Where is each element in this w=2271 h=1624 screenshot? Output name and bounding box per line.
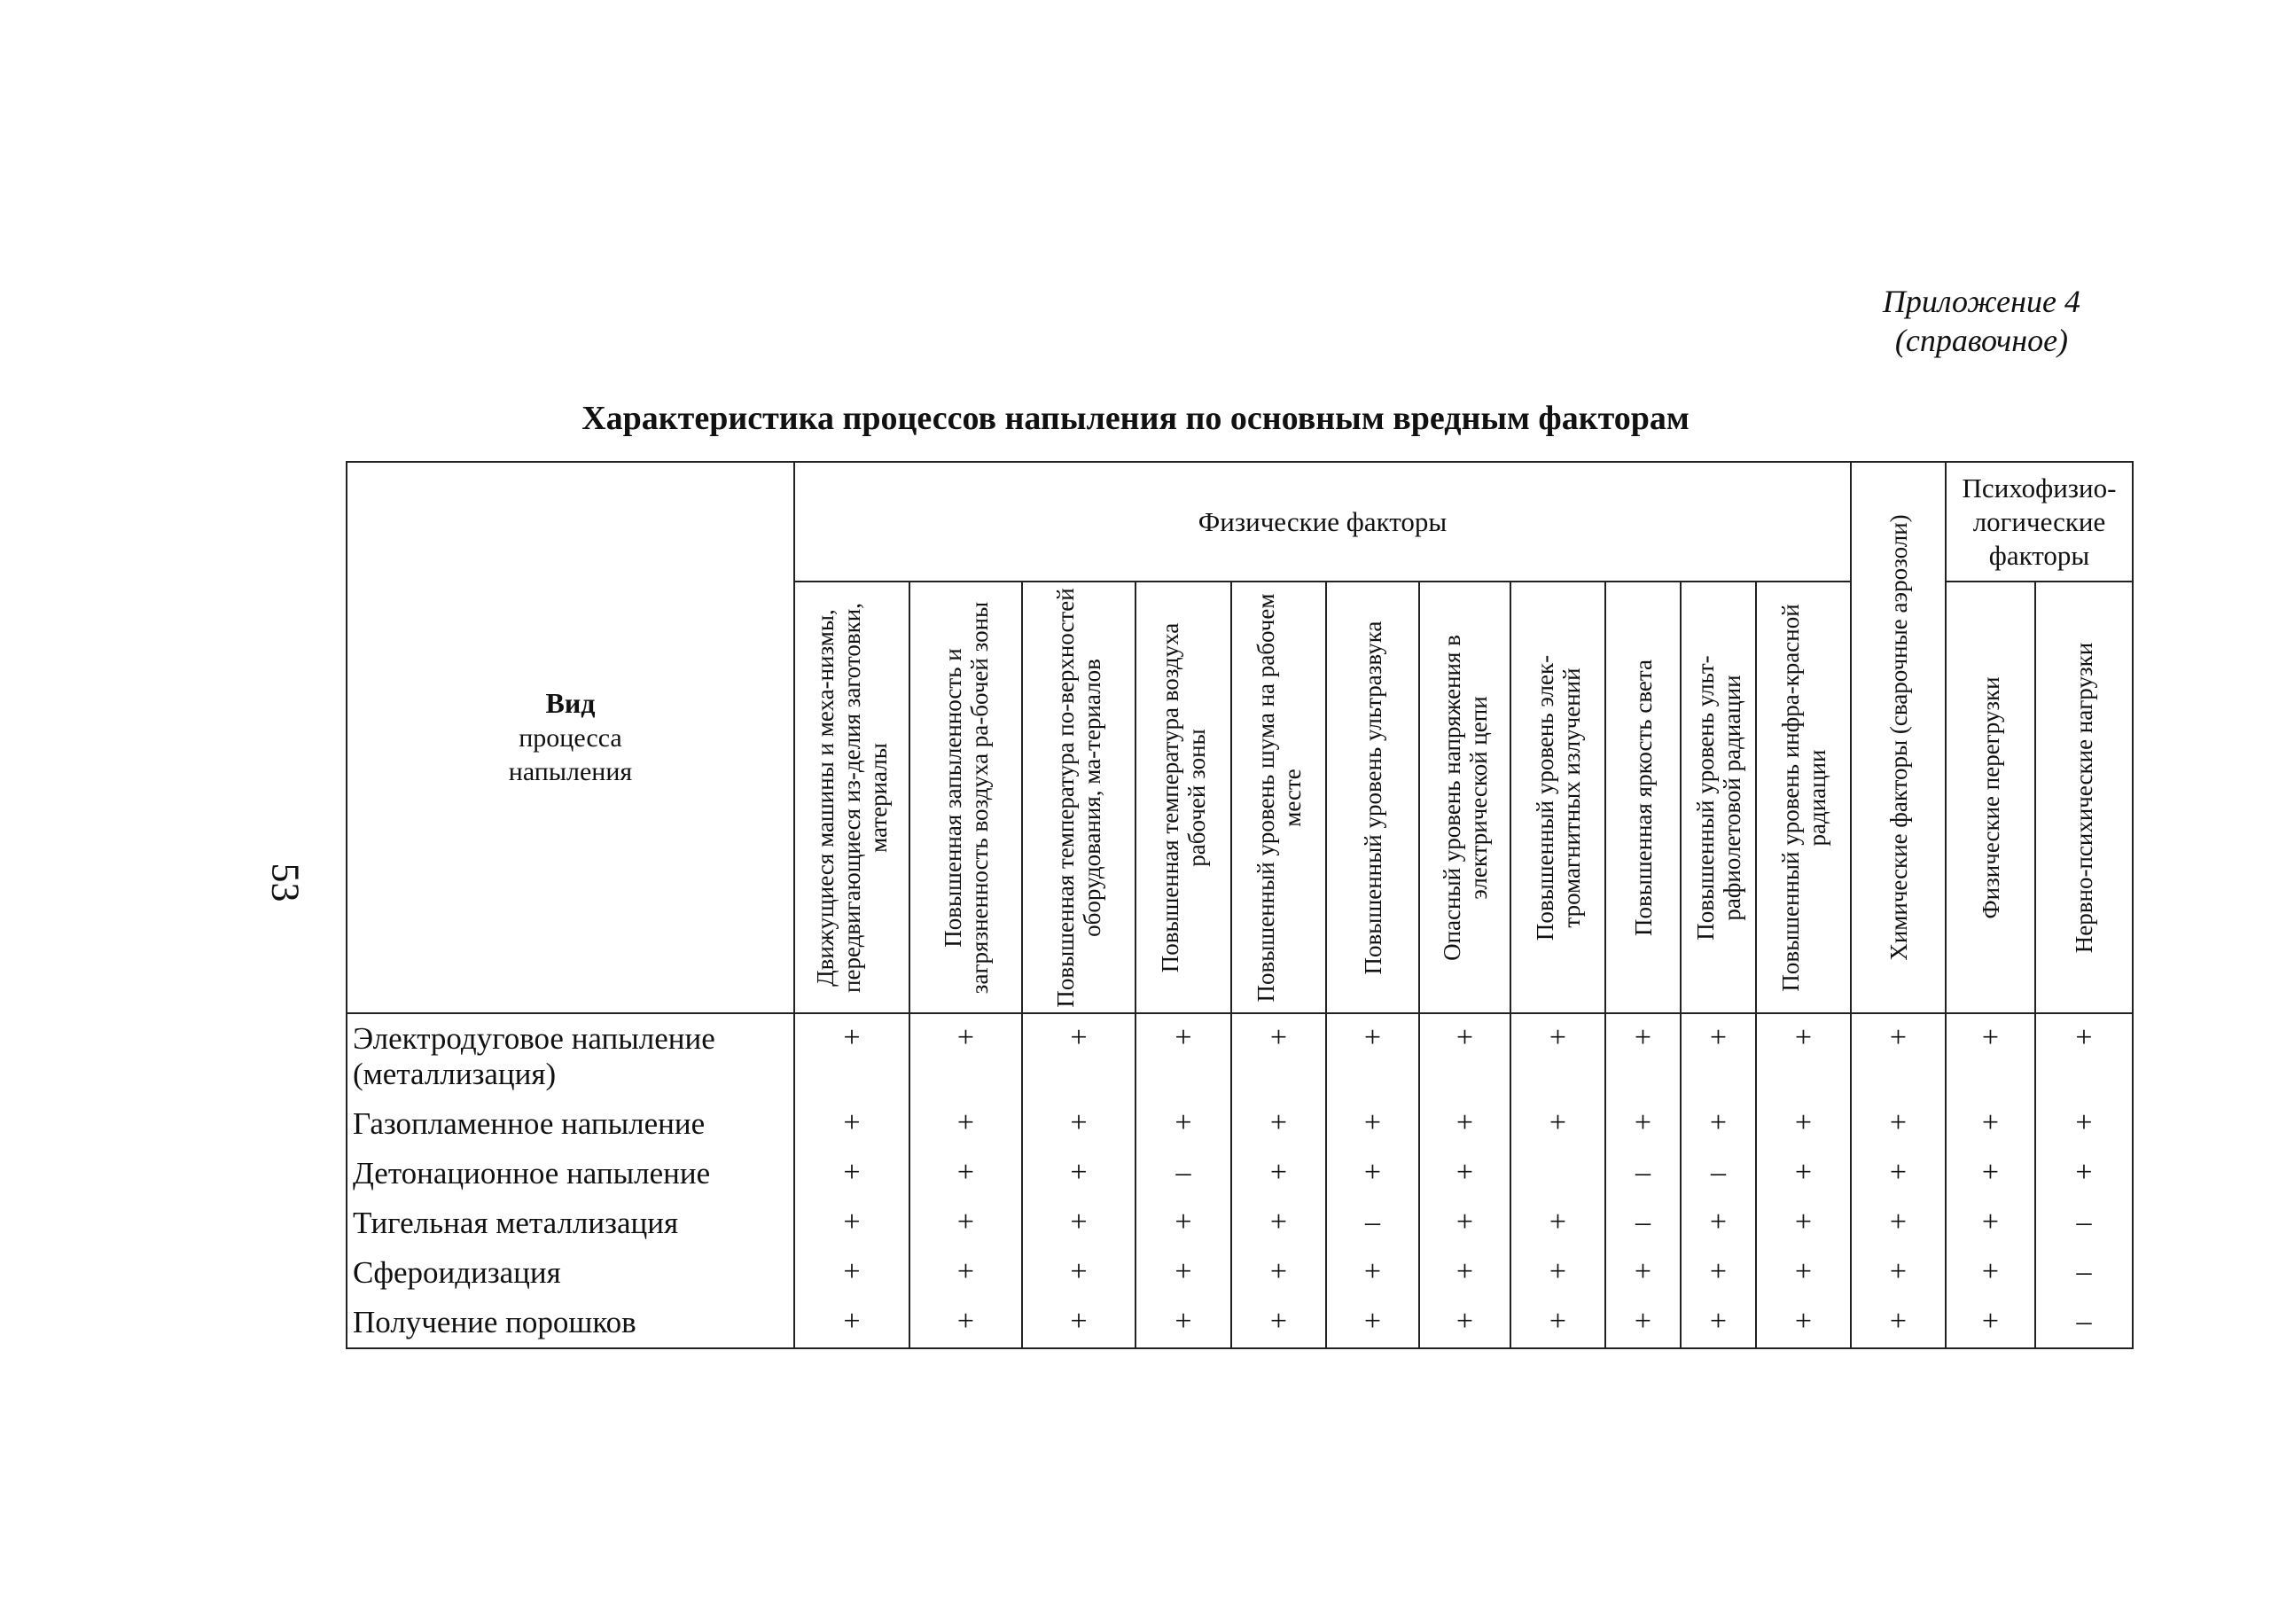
mark-cell: – [2035, 1198, 2133, 1248]
mark-cell: + [794, 1298, 909, 1348]
process-name: Получение порошков [347, 1298, 794, 1348]
mark-cell: + [1231, 1013, 1326, 1099]
mark-cell: + [1851, 1149, 1946, 1198]
mark-cell: + [1946, 1248, 2035, 1298]
column-header [794, 582, 909, 1013]
mark-cell: + [1022, 1013, 1136, 1099]
mark-cell: + [1681, 1099, 1756, 1149]
mark-cell: + [1756, 1149, 1851, 1198]
appendix-label [1883, 282, 2080, 360]
mark-cell: + [909, 1248, 1022, 1298]
mark-cell [1510, 1149, 1605, 1198]
mark-cell: + [1756, 1198, 1851, 1248]
mark-cell: + [1851, 1248, 1946, 1298]
column-header-label: Повышенная температура по-верхностей оборудования, ма-териалов [1052, 587, 1105, 1008]
corner-line1: Вид [545, 687, 596, 719]
mark-cell: + [1946, 1149, 2035, 1198]
mark-cell: + [1851, 1013, 1946, 1099]
mark-cell: + [1851, 1298, 1946, 1348]
mark-cell: – [2035, 1248, 2133, 1298]
mark-cell: + [909, 1099, 1022, 1149]
column-header [1231, 582, 1326, 1013]
mark-cell: + [1326, 1149, 1419, 1198]
chemical-factors-label: Химические факторы (сварочные аэрозоли) [1885, 514, 1912, 961]
column-header [1681, 582, 1756, 1013]
mark-cell: – [1136, 1149, 1231, 1198]
mark-cell: + [1326, 1099, 1419, 1149]
corner-line3: напыления [508, 757, 633, 786]
mark-cell: + [1756, 1248, 1851, 1298]
mark-cell: + [909, 1149, 1022, 1198]
mark-cell: + [794, 1248, 909, 1298]
mark-cell: – [1681, 1149, 1756, 1198]
mark-cell: + [1681, 1198, 1756, 1248]
mark-cell: + [1756, 1099, 1851, 1149]
mark-cell: + [1605, 1248, 1681, 1298]
mark-cell: + [1756, 1298, 1851, 1348]
mark-cell: + [1510, 1013, 1605, 1099]
column-header [2035, 582, 2133, 1013]
mark-cell: + [1851, 1099, 1946, 1149]
column-header [1510, 582, 1605, 1013]
column-header [1136, 582, 1231, 1013]
mark-cell: + [1231, 1149, 1326, 1198]
process-name: Тигельная металлизация [347, 1198, 794, 1248]
column-header [1946, 582, 2035, 1013]
mark-cell: – [1326, 1198, 1419, 1248]
column-header-label: Повышенный уровень шума на рабочем месте [1252, 593, 1306, 1002]
table-row [347, 1198, 2133, 1248]
mark-cell: + [1681, 1013, 1756, 1099]
mark-cell: + [909, 1298, 1022, 1348]
mark-cell: + [1326, 1248, 1419, 1298]
mark-cell: + [1946, 1013, 2035, 1099]
mark-cell: + [1605, 1013, 1681, 1099]
process-name: Электродуговое напыление (металлизация) [347, 1013, 794, 1099]
mark-cell: + [1605, 1099, 1681, 1149]
column-header-label: Повышенная запыленность и загрязненность воздуха ра-бочей зоны [939, 601, 993, 994]
mark-cell: – [2035, 1298, 2133, 1348]
mark-cell: + [1756, 1013, 1851, 1099]
mark-cell: + [2035, 1149, 2133, 1198]
mark-cell: + [2035, 1013, 2133, 1099]
appendix-type: (справочное) [1894, 323, 2069, 358]
mark-cell: + [1681, 1248, 1756, 1298]
mark-cell: + [1136, 1013, 1231, 1099]
mark-cell: + [1326, 1298, 1419, 1348]
mark-cell: + [1231, 1298, 1326, 1348]
mark-cell: + [1851, 1198, 1946, 1248]
mark-cell: + [1022, 1248, 1136, 1298]
process-name: Детонационное напыление [347, 1149, 794, 1198]
column-header-label: Повышенный уровень инфра-красной радиации [1776, 603, 1830, 992]
table-title: Характеристика процессов напыления по основным вредным факторам [581, 400, 1690, 437]
mark-cell: + [1231, 1248, 1326, 1298]
mark-cell: + [1136, 1198, 1231, 1248]
mark-cell: + [1022, 1149, 1136, 1198]
column-header-label: Физические перегрузки [1977, 675, 2004, 919]
mark-cell: + [1510, 1298, 1605, 1348]
hazard-table [346, 461, 2134, 1349]
mark-cell: + [1510, 1099, 1605, 1149]
column-header-label: Повышенный уровень элек-тромагнитных излучений [1531, 654, 1585, 941]
column-header [1605, 582, 1681, 1013]
table-row [347, 1013, 2133, 1099]
column-header-label: Повышенная яркость света [1629, 659, 1657, 936]
column-header [1419, 582, 1510, 1013]
mark-cell: + [1510, 1198, 1605, 1248]
mark-cell: + [1419, 1298, 1510, 1348]
appendix-number: Приложение 4 [1882, 284, 2080, 319]
mark-cell: + [1419, 1013, 1510, 1099]
mark-cell: + [794, 1149, 909, 1198]
process-name: Сфероидизация [347, 1248, 794, 1298]
column-header-label: Движущиеся машины и меха-низмы, передвигающиеся из-делия заготовки, материалы [812, 602, 892, 993]
psycho-factors-header: Психофизио-логические факторы [1946, 462, 2133, 582]
mark-cell: – [1605, 1198, 1681, 1248]
mark-cell: + [909, 1013, 1022, 1099]
process-name: Газопламенное напыление [347, 1099, 794, 1149]
table-row [347, 1149, 2133, 1198]
mark-cell: – [1605, 1149, 1681, 1198]
column-header [909, 582, 1022, 1013]
mark-cell: + [1419, 1099, 1510, 1149]
column-header-label: Нервно-психические нагрузки [2071, 642, 2097, 953]
mark-cell: + [1022, 1298, 1136, 1348]
mark-cell: + [909, 1198, 1022, 1248]
mark-cell: + [1326, 1013, 1419, 1099]
column-header [1326, 582, 1419, 1013]
mark-cell: + [1136, 1248, 1231, 1298]
table-row [347, 1248, 2133, 1298]
mark-cell: + [1681, 1298, 1756, 1348]
mark-cell: + [1419, 1248, 1510, 1298]
table-row [347, 1298, 2133, 1348]
column-header-label: Повышенная температура воздуха рабочей зоны [1157, 622, 1210, 972]
column-header [1022, 582, 1136, 1013]
physical-factors-header: Физические факторы [794, 462, 1851, 582]
chemical-factors-header [1851, 462, 1946, 1013]
process-type-header [347, 462, 794, 1013]
mark-cell: + [1022, 1198, 1136, 1248]
page-number: 53 [263, 863, 308, 902]
table-row [347, 1099, 2133, 1149]
mark-cell: + [1419, 1198, 1510, 1248]
column-header [1756, 582, 1851, 1013]
column-header-label: Опасный уровень напряжения в электрической цепи [1438, 634, 1492, 961]
mark-cell: + [1231, 1198, 1326, 1248]
column-header-label: Повышенный уровень ульт-рафиолетовой радиации [1691, 654, 1745, 941]
mark-cell: + [1510, 1248, 1605, 1298]
mark-cell: + [794, 1198, 909, 1248]
mark-cell: + [1946, 1198, 2035, 1248]
column-header-label: Повышенный уровень ультразвука [1359, 621, 1386, 974]
mark-cell: + [1946, 1099, 2035, 1149]
corner-line2: процесса [519, 723, 622, 753]
mark-cell: + [794, 1013, 909, 1099]
mark-cell: + [1605, 1298, 1681, 1348]
mark-cell: + [1136, 1298, 1231, 1348]
mark-cell: + [1136, 1099, 1231, 1149]
mark-cell: + [794, 1099, 909, 1149]
mark-cell: + [1946, 1298, 2035, 1348]
mark-cell: + [1022, 1099, 1136, 1149]
mark-cell: + [1419, 1149, 1510, 1198]
mark-cell: + [2035, 1099, 2133, 1149]
mark-cell: + [1231, 1099, 1326, 1149]
